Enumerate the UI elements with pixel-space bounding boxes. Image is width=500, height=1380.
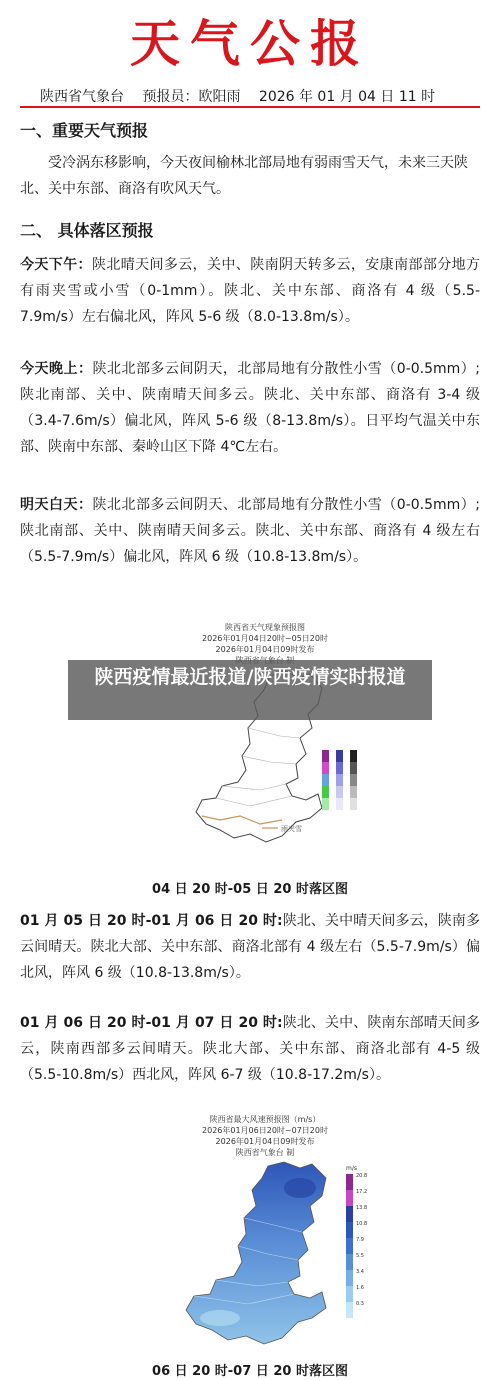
- map2-legend-unit: m/s: [346, 1165, 357, 1172]
- doc-meta: [40, 86, 460, 106]
- forecast-tomorrow-text: 陕北北部多云间阴天、北部局地有分散性小雪（0-0.5mm）;陕北南部、关中、陕南晴天间多云。陕北、关中东部、商洛有 4 级左右（5.5-7.9m/s）偏北风，阵风 6 级（10.8-13.8m/s）。: [20, 497, 481, 565]
- red-divider: [20, 106, 480, 108]
- forecast-day3: [20, 1010, 480, 1088]
- map2-legend-2: 13.8: [356, 1205, 368, 1211]
- forecast-tonight: [20, 356, 480, 460]
- map2-caption-3: 2026年01月04日09时发布: [215, 1137, 315, 1146]
- doc-title: 天气公报: [130, 14, 370, 73]
- map2-legend-1: 17.2: [356, 1189, 368, 1195]
- map2-legend-4: 7.9: [356, 1237, 364, 1243]
- map1-caption-1: 陕西省天气现象预报图: [225, 623, 305, 632]
- map2-legend-5: 5.5: [356, 1253, 364, 1259]
- map2-legend-3: 10.8: [356, 1221, 368, 1227]
- forecast-afternoon-label: 今天下午：: [20, 257, 92, 273]
- map2-legend: [346, 1165, 367, 1318]
- map1-legend: [322, 750, 357, 810]
- wind-map-2: [150, 1114, 380, 1362]
- forecast-day2: [20, 908, 480, 986]
- forecast-afternoon-text: 陕北晴天间多云，关中、陕南阴天转多云，安康南部部分地方有雨夹雪或小雪（0-1mm）。陕北、关中东部、商洛有 4 级（5.5-7.9m/s）左右偏北风，阵风 5-6 级（8.0-13.8m/s）。: [20, 257, 481, 325]
- forecast-day3-label: 01 月 06 日 20 时-01 月 07 日 20 时:: [20, 1015, 283, 1031]
- forecast-tonight-label: 今天晚上：: [20, 361, 93, 377]
- section1-body: 受冷涡东移影响，今天夜间榆林北部局地有弱雨雪天气，未来三天陕北、关中东部、商洛有吹风天气。: [20, 155, 468, 197]
- map2-legend-7: 1.6: [356, 1285, 364, 1291]
- forecast-day2-label: 01 月 05 日 20 时-01 月 06 日 20 时:: [20, 913, 283, 929]
- map1-caption-3: 2026年01月04日09时发布: [215, 645, 315, 654]
- meta-forecaster: 预报员：欧阳雨: [142, 89, 241, 105]
- shaanxi-wind-map: [150, 1158, 380, 1358]
- weather-map-1: [150, 622, 380, 860]
- map1-legend-note: 雨夹雪: [281, 825, 302, 833]
- section1-heading: 一、重要天气预报: [20, 121, 149, 140]
- meta-org: 陕西省气象台: [40, 89, 124, 105]
- map1-title: 04 日 20 时-05 日 20 时落区图: [152, 882, 348, 897]
- overlay-banner: 陕西疫情最近报道/陕西疫情实时报道: [68, 660, 432, 720]
- map2-title: 06 日 20 时-07 日 20 时落区图: [152, 1364, 348, 1379]
- forecast-afternoon: [20, 252, 480, 330]
- map2-caption-2: 2026年01月06日20时~07日20时: [202, 1126, 328, 1135]
- map2-caption-1: 陕西省最大风速预报图（m/s）: [209, 1115, 321, 1124]
- forecast-tomorrow: [20, 492, 480, 570]
- forecast-day3-text: 陕北、关中、陕南东部晴天间多云，陕南西部多云间晴天。陕北大部、关中东部、商洛北部有 4-5 级（5.5-10.8m/s）西北风，阵风 6-7 级（10.8-17.2m/s）。: [20, 1015, 481, 1083]
- map2-caption-4: 陕西省气象台 制: [235, 1148, 295, 1157]
- map2-legend-6: 3.4: [356, 1269, 364, 1275]
- forecast-day2-text: 陕北、关中晴天间多云，陕南多云间晴天。陕北大部、关中东部、商洛北部有 4 级左右（5.5-7.9m/s）偏北风，阵风 6 级（10.8-13.8m/s）。: [20, 913, 481, 981]
- section2-heading: 二、 具体落区预报: [20, 221, 154, 240]
- map2-legend-0: 20.8: [356, 1173, 368, 1179]
- forecast-tomorrow-label: 明天白天：: [20, 497, 93, 513]
- meta-datetime: 2026 年 01 月 04 日 11 时: [258, 89, 436, 105]
- forecast-tonight-text: 陕北北部多云间阴天，北部局地有分散性小雪（0-0.5mm）;陕北南部、关中、陕南晴天间多云。陕北、关中东部、商洛有 3-4 级（3.4-7.6m/s）偏北风，阵风 5-6 级（8-13.8m/s）。日平均气温关中东部、陕南中东部、秦岭山区下降 4℃左右。: [20, 361, 481, 455]
- map1-caption-2: 2026年01月04日20时~05日20时: [202, 634, 328, 643]
- map2-legend-8: 0.3: [356, 1301, 364, 1307]
